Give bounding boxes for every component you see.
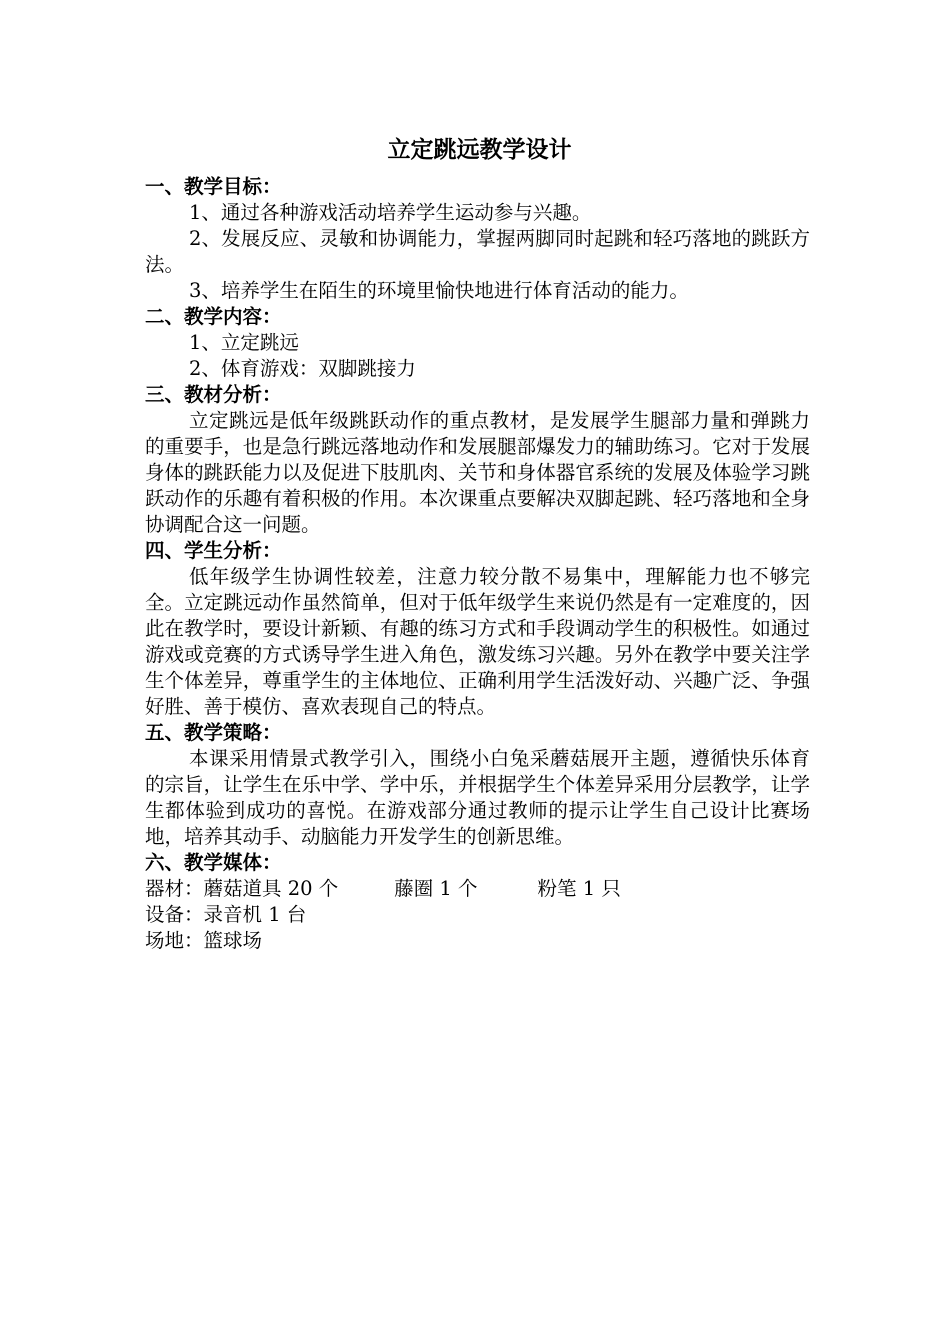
section-teaching-strategy — [145, 720, 810, 850]
equipment-item: 藤圈 1 个 — [394, 877, 478, 900]
goal-item: 2、发展反应、灵敏和协调能力，掌握两脚同时起跳和轻巧落地的跳跃方法。 — [145, 227, 810, 276]
equipment-line — [145, 876, 810, 902]
section-paragraph: 立定跳远是低年级跳跃动作的重点教材，是发展学生腿部力量和弹跳力的重要手，也是急行跳远落地动作和发展腿部爆发力的辅助练习。它对于发展身体的跳跃能力以及促进下肢肌肉、关节和身体器官系统的发展及体验学习跳跃动作的乐趣有着积极的作用。本次课重点要解决双脚起跳、轻巧落地和全身协调配合这一问题。 — [145, 409, 810, 536]
goal-item: 1、通过各种游戏活动培养学生运动参与兴趣。 — [189, 201, 592, 224]
section-student-analysis — [145, 538, 810, 720]
section-heading: 二、教学内容： — [145, 305, 282, 328]
document-title: 立定跳远教学设计 — [387, 136, 572, 163]
goal-item: 3、培养学生在陌生的环境里愉快地进行体育活动的能力。 — [189, 279, 689, 302]
section-heading: 四、学生分析： — [145, 539, 282, 562]
section-teaching-content — [145, 304, 810, 382]
equipment-label: 器材： — [145, 877, 204, 900]
device-line: 设备：录音机 1 台 — [145, 903, 307, 926]
section-paragraph: 本课采用情景式教学引入，围绕小白兔采蘑菇展开主题，遵循快乐体育的宗旨，让学生在乐中学、学中乐，并根据学生个体差异采用分层教学，让学生都体验到成功的喜悦。在游戏部分通过教师的提示让学生自己设计比赛场地，培养其动手、动脑能力开发学生的创新思维。 — [145, 747, 810, 848]
section-heading: 五、教学策略： — [145, 721, 282, 744]
section-material-analysis — [145, 382, 810, 538]
venue-line: 场地：篮球场 — [145, 929, 263, 952]
equipment-item: 蘑菇道具 20 个 — [203, 877, 339, 900]
section-paragraph: 低年级学生协调性较差，注意力较分散不易集中，理解能力也不够完全。立定跳远动作虽然简单，但对于低年级学生来说仍然是有一定难度的，因此在教学时，要设计新颖、有趣的练习方式和手段调动学生的积极性。如通过游戏或竞赛的方式诱导学生进入角色，激发练习兴趣。另外在教学中要关注学生个体差异，尊重学生的主体地位、正确利用学生活泼好动、兴趣广泛、争强好胜、善于模仿、喜欢表现自己的特点。 — [145, 565, 810, 718]
equipment-item: 粉笔 1 只 — [537, 877, 621, 900]
document-page — [145, 132, 810, 954]
content-item: 1、立定跳远 — [189, 331, 299, 354]
content-item: 2、体育游戏：双脚跳接力 — [189, 357, 416, 380]
section-heading: 六、教学媒体： — [145, 851, 282, 874]
section-heading: 一、教学目标： — [145, 175, 282, 198]
section-teaching-media — [145, 850, 810, 954]
section-heading: 三、教材分析： — [145, 383, 282, 406]
section-teaching-goals — [145, 174, 810, 304]
